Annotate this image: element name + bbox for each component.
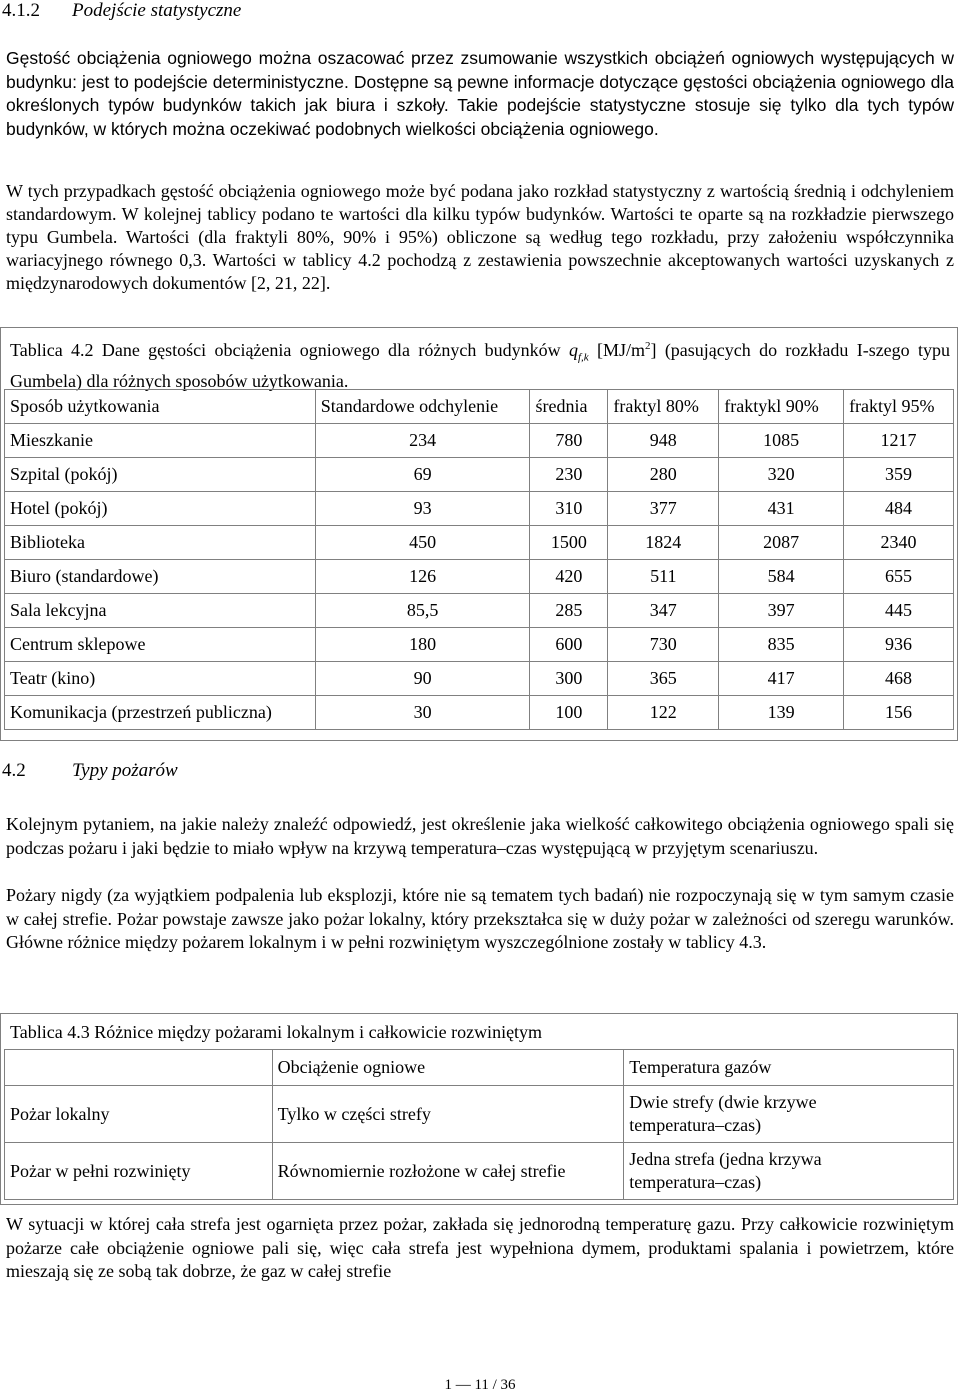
table-row: [5, 628, 954, 662]
fire-load-cell: Równomiernie rozłożone w całej strefie: [272, 1143, 624, 1200]
value-cell: 948: [608, 424, 719, 458]
value-cell: 655: [844, 560, 954, 594]
caption-text: Tablica 4.2 Dane gęstości obciążenia ogniowego dla różnych budynków: [10, 340, 569, 360]
fire-load-cell: Tylko w części strefy: [272, 1086, 624, 1143]
table-caption: Tablica 4.3 Różnice między pożarami lokalnym i całkowicie rozwiniętym: [10, 1022, 543, 1042]
value-cell: 230: [530, 458, 608, 492]
table-row: [5, 458, 954, 492]
value-cell: 1217: [844, 424, 954, 458]
value-cell: 310: [530, 492, 608, 526]
value-cell: 397: [719, 594, 844, 628]
header-cell: fraktyl 80%: [608, 390, 719, 424]
header-cell: fraktykl 90%: [719, 390, 844, 424]
value-cell: 180: [315, 628, 530, 662]
paragraph-intro: Gęstość obciążenia ogniowego można oszacować przez zsumowanie wszystkich obciążeń ogniowych występujących w budynku: jest to podejście deterministyczne. Dostępne są pewne informacje dotyczące gęstości obciążenia ogniowego dla określonych typów budynków takich jak biura i szkoły. Takie podejście statystyczne stosuje się tylko dla tych typów budynków, w których można oczekiwać podobnych wielkości obciążenia ogniowego.: [6, 48, 954, 139]
value-cell: 2087: [719, 526, 844, 560]
caption-subscript: f,k: [577, 351, 589, 364]
section-number: 4.2: [2, 760, 26, 781]
occupancy-cell: Mieszkanie: [5, 424, 316, 458]
fire-comparison-table: [4, 1049, 954, 1200]
occupancy-cell: Hotel (pokój): [5, 492, 316, 526]
value-cell: 484: [844, 492, 954, 526]
header-cell: [5, 1050, 273, 1086]
value-cell: 300: [530, 662, 608, 696]
caption-superscript: 2: [645, 340, 651, 352]
paragraph-fire-types: Pożary nigdy (za wyjątkiem podpalenia lub eksplozji, które nie są tematem tych badań) nie rozpoczynają się w tym samym czasie w całej strefie. Pożar powstaje zawsze jako pożar lokalny, który przekształca się w duży pożar w zależności od szeregu warunków. Główne różnice między pożarem lokalnym i w pełni rozwiniętym wyszczególnione zostały w tablicy 4.3.: [6, 885, 954, 952]
table-row: [5, 1143, 954, 1200]
caption-unit: [MJ/m: [588, 340, 645, 360]
value-cell: 1500: [530, 526, 608, 560]
value-cell: 85,5: [315, 594, 530, 628]
value-cell: 280: [608, 458, 719, 492]
paragraph-statistics: W tych przypadkach gęstość obciążenia ogniowego może być podana jako rozkład statystyczny z wartością średnią i odchyleniem standardowym. W kolejnej tablicy podano te wartości dla kilku typów budynków. Wartości te oparte są na rozkładzie pierwszego typu Gumbela. Wartości (dla fraktyli 80%, 90% i 95%) obliczone są według tego rozkładu, przy założeniu współczynnika wariacyjnego równego 0,3. Wartości w tablicy 4.2 pochodzą z zestawienia powszechnie akceptowanych wartości uzyskanych z międzynarodowych dokumentów [2, 21, 22].: [6, 181, 954, 293]
fire-load-table: [4, 389, 954, 730]
value-cell: 100: [530, 696, 608, 730]
value-cell: 93: [315, 492, 530, 526]
value-cell: 1824: [608, 526, 719, 560]
header-cell: fraktyl 95%: [844, 390, 954, 424]
caption-text-end: ] (pasujących do rozkładu I-szego typu Gumbela) dla różnych sposobów użytkowania.: [10, 340, 950, 391]
fire-type-cell: Pożar lokalny: [5, 1086, 273, 1143]
header-cell: średnia: [530, 390, 608, 424]
value-cell: 730: [608, 628, 719, 662]
section-title: Podejście statystyczne: [72, 0, 242, 21]
header-cell: Standardowe odchylenie: [315, 390, 530, 424]
table-header-row: [5, 390, 954, 424]
fire-type-cell: Pożar w pełni rozwinięty: [5, 1143, 273, 1200]
value-cell: 431: [719, 492, 844, 526]
table-caption: [10, 335, 950, 393]
value-cell: 584: [719, 560, 844, 594]
section-heading: [2, 0, 241, 22]
value-cell: 30: [315, 696, 530, 730]
value-cell: 468: [844, 662, 954, 696]
occupancy-cell: Sala lekcyjna: [5, 594, 316, 628]
value-cell: 2340: [844, 526, 954, 560]
occupancy-cell: Centrum sklepowe: [5, 628, 316, 662]
value-cell: 450: [315, 526, 530, 560]
value-cell: 365: [608, 662, 719, 696]
value-cell: 511: [608, 560, 719, 594]
value-cell: 320: [719, 458, 844, 492]
page-footer: 1 — 11 / 36: [444, 1377, 516, 1393]
value-cell: 420: [530, 560, 608, 594]
value-cell: 69: [315, 458, 530, 492]
value-cell: 234: [315, 424, 530, 458]
occupancy-cell: Komunikacja (przestrzeń publiczna): [5, 696, 316, 730]
header-cell: Obciążenie ogniowe: [272, 1050, 624, 1086]
value-cell: 347: [608, 594, 719, 628]
value-cell: 139: [719, 696, 844, 730]
caption-symbol: q: [568, 340, 578, 360]
value-cell: 377: [608, 492, 719, 526]
table-row: [5, 526, 954, 560]
occupancy-cell: Biuro (standardowe): [5, 560, 316, 594]
value-cell: 156: [844, 696, 954, 730]
value-cell: 1085: [719, 424, 844, 458]
table-row: [5, 662, 954, 696]
value-cell: 445: [844, 594, 954, 628]
value-cell: 936: [844, 628, 954, 662]
value-cell: 126: [315, 560, 530, 594]
occupancy-cell: Szpital (pokój): [5, 458, 316, 492]
table-row: [5, 424, 954, 458]
occupancy-cell: Biblioteka: [5, 526, 316, 560]
value-cell: 122: [608, 696, 719, 730]
value-cell: 90: [315, 662, 530, 696]
paragraph-question: Kolejnym pytaniem, na jakie należy znaleźć odpowiedź, jest określenie jaka wielkość całkowitego obciążenia ogniowego spali się podczas pożaru i jaki będzie to miało wpływ na krzywą temperatura–czas występującą w przyjętym scenariuszu.: [6, 814, 954, 858]
value-cell: 417: [719, 662, 844, 696]
table-row: [5, 1086, 954, 1143]
section-heading: [2, 760, 178, 782]
value-cell: 285: [530, 594, 608, 628]
gas-temperature-cell: Jedna strefa (jedna krzywa temperatura–czas): [624, 1143, 954, 1200]
table-header-row: [5, 1050, 954, 1086]
table-row: [5, 560, 954, 594]
header-cell: Temperatura gazów: [624, 1050, 954, 1086]
paragraph-full-fire: W sytuacji w której cała strefa jest ogarnięta przez pożar, zakłada się jednorodną temperaturę gazu. Przy całkowicie rozwiniętym pożarze całe obciążenie ogniowe pali się, więc cała strefa jest wypełniona dymem, produktami spalania i powietrzem, które mieszają się ze sobą tak dobrze, że gaz w całej strefie: [6, 1214, 954, 1281]
gas-temperature-cell: Dwie strefy (dwie krzywe temperatura–czas): [624, 1086, 954, 1143]
value-cell: 359: [844, 458, 954, 492]
section-number: 4.1.2: [2, 0, 40, 21]
section-title: Typy pożarów: [72, 760, 178, 781]
table-row: [5, 492, 954, 526]
table-row: [5, 594, 954, 628]
value-cell: 780: [530, 424, 608, 458]
value-cell: 600: [530, 628, 608, 662]
table-row: [5, 696, 954, 730]
header-cell: Sposób użytkowania: [5, 390, 316, 424]
value-cell: 835: [719, 628, 844, 662]
occupancy-cell: Teatr (kino): [5, 662, 316, 696]
